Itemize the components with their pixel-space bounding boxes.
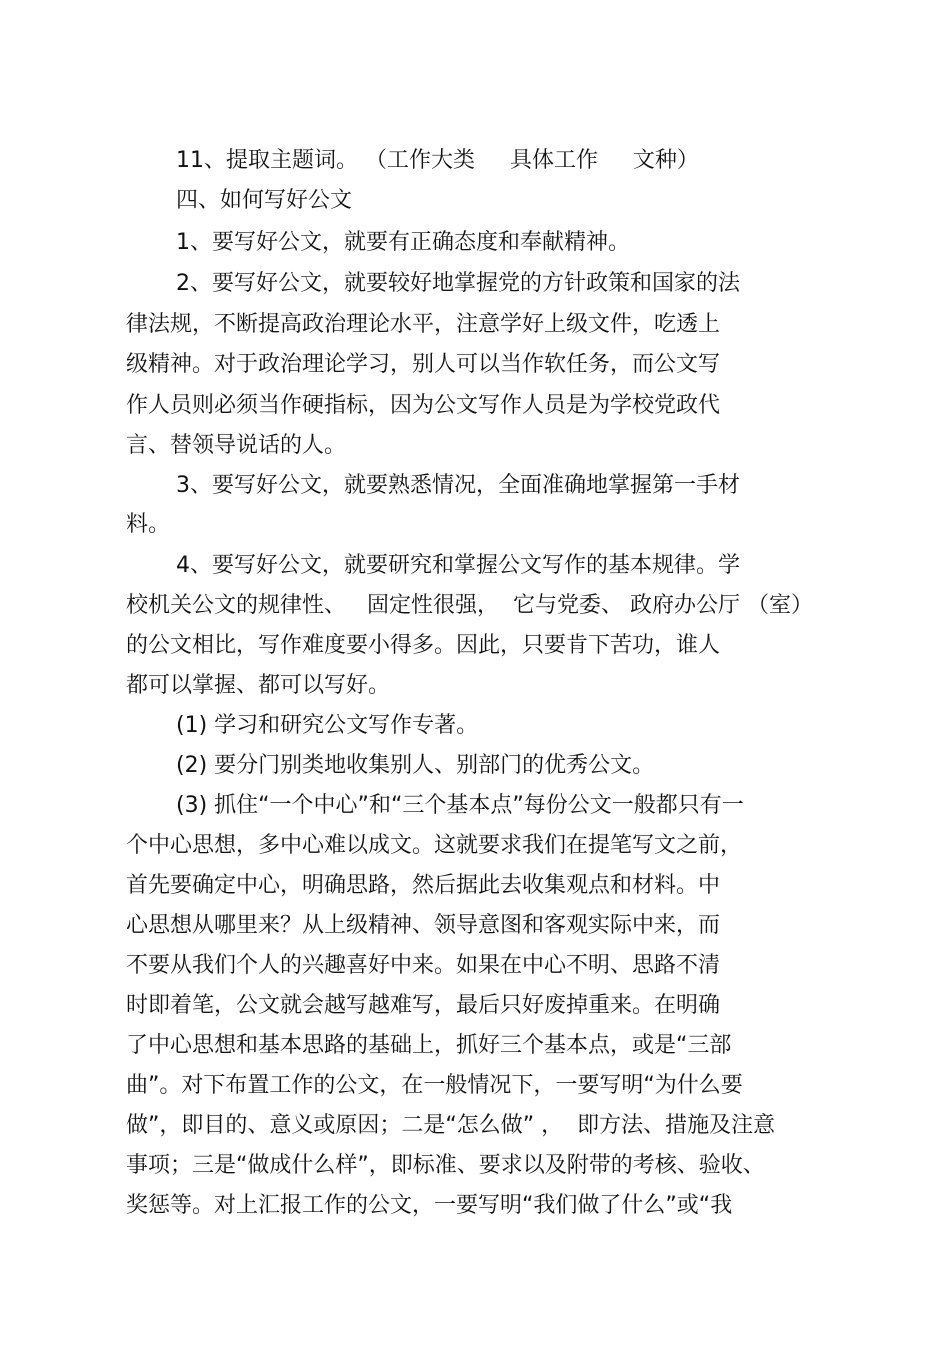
text-line: 4、要写好公文，就要研究和掌握公文写作的基本规律。学 — [176, 553, 740, 578]
text-line: 言、替领导说话的人。 — [126, 433, 347, 458]
text-line: 2、要写好公文，就要较好地掌握党的方针政策和国家的法 — [176, 271, 740, 296]
text-line: 个中心思想，多中心难以成文。这就要求我们在提笔写文之前， — [126, 833, 743, 858]
text-line: 做”，即目的、意义或原因；二是“怎么做” ， 即方法、措施及注意 — [126, 1113, 776, 1138]
text-line: 奖惩等。对上汇报工作的公文，一要写明“我们做了什么”或“我 — [126, 1193, 733, 1218]
text-line: (3) 抓住“一个中心”和“三个基本点”每份公文一般都只有一 — [176, 793, 744, 818]
text-line: (2) 要分门别类地收集别人、别部门的优秀公文。 — [176, 753, 655, 778]
section-heading: 四、如何写好公文 — [176, 188, 353, 213]
text-line: 事项；三是“做成什么样”，即标准、要求以及附带的考核、验收、 — [126, 1153, 765, 1178]
text-line: 1、要写好公文，就要有正确态度和奉献精神。 — [176, 230, 630, 255]
text-line: 不要从我们个人的兴趣喜好中来。如果在中心不明、思路不清 — [126, 953, 721, 978]
text-line: 的公文相比，写作难度要小得多。因此，只要肯下苦功，谁人 — [126, 633, 721, 658]
text-line: 律法规，不断提高政治理论水平，注意学好上级文件，吃透上 — [126, 312, 721, 337]
text-line: 3、要写好公文，就要熟悉情况，全面准确地掌握第一手材 — [176, 473, 740, 498]
text-line: 首先要确定中心，明确思路，然后据此去收集观点和材料。中 — [126, 873, 721, 898]
text-line: 作人员则必须当作硬指标，因为公文写作人员是为学校党政代 — [126, 393, 721, 418]
text-line: 料。 — [126, 512, 171, 537]
text-line: (1) 学习和研究公文写作专著。 — [176, 713, 479, 738]
text-line: 曲”。对下布置工作的公文，在一般情况下，一要写明“为什么要 — [126, 1073, 743, 1098]
text-line: 都可以掌握、都可以写好。 — [126, 673, 391, 698]
text-line: 校机关公文的规律性、 固定性很强， 它与党委、 政府办公厅 （室） — [126, 593, 813, 618]
text-line: 时即着笔，公文就会越写越难写，最后只好废掉重来。在明确 — [126, 993, 721, 1018]
text-line: 心思想从哪里来？从上级精神、领导意图和客观实际中来，而 — [126, 913, 721, 938]
text-line: 了中心思想和基本思路的基础上，抓好三个基本点，或是“三部 — [126, 1033, 732, 1058]
text-line: 11、提取主题词。 （工作大类 具体工作 文种） — [176, 148, 699, 173]
text-line: 级精神。对于政治理论学习，别人可以当作软任务，而公文写 — [126, 352, 721, 377]
